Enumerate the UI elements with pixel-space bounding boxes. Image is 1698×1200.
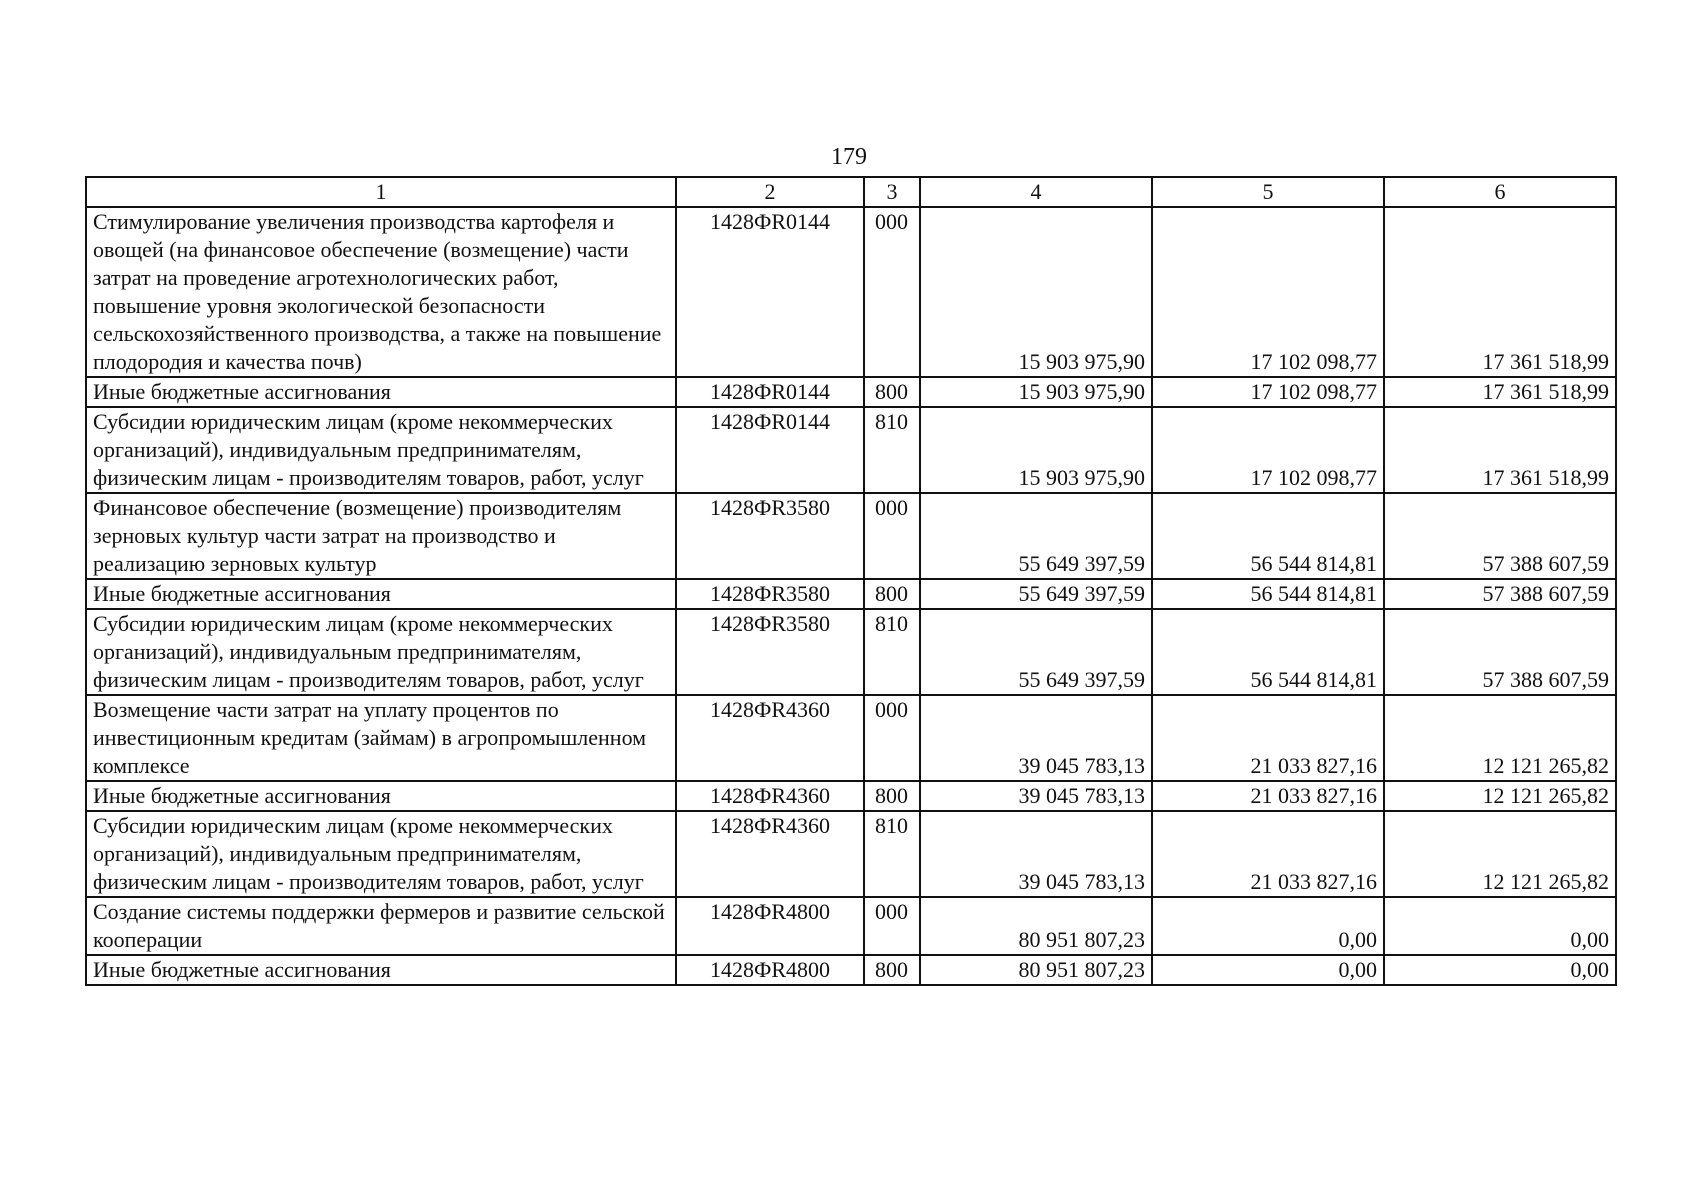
- target-article-code: 1428ФR4360: [676, 695, 864, 781]
- item-name: Финансовое обеспечение (возмещение) производителям зерновых культур части затрат на производство и реализацию зерновых культур: [86, 493, 676, 579]
- amount-year-3: 12 121 265,82: [1384, 695, 1616, 781]
- amount-year-3: 12 121 265,82: [1384, 781, 1616, 811]
- amount-year-1: 80 951 807,23: [920, 955, 1152, 985]
- table-row: [86, 781, 1616, 811]
- amount-year-2: 21 033 827,16: [1152, 781, 1384, 811]
- budget-table: [85, 176, 1617, 986]
- item-name: Стимулирование увеличения производства картофеля и овощей (на финансовое обеспечение (возмещение) части затрат на проведение агротехнологических работ, повышение уровня экологической безопасности сельскохозяйственного производства, а также на повышение плодородия и качества почв): [86, 207, 676, 377]
- target-article-code: 1428ФR4360: [676, 811, 864, 897]
- target-article-code: 1428ФR0144: [676, 407, 864, 493]
- expense-type-code: 800: [864, 377, 920, 407]
- table-row: [86, 207, 1616, 377]
- table-row: [86, 695, 1616, 781]
- table-row: [86, 407, 1616, 493]
- column-header-1: 1: [86, 177, 676, 207]
- expense-type-code: 000: [864, 695, 920, 781]
- amount-year-3: 17 361 518,99: [1384, 407, 1616, 493]
- amount-year-2: 56 544 814,81: [1152, 609, 1384, 695]
- item-name: Субсидии юридическим лицам (кроме некоммерческих организаций), индивидуальным предпринимателям, физическим лицам - производителям товаров, работ, услуг: [86, 407, 676, 493]
- target-article-code: 1428ФR0144: [676, 207, 864, 377]
- amount-year-1: 15 903 975,90: [920, 207, 1152, 377]
- column-header-6: 6: [1384, 177, 1616, 207]
- target-article-code: 1428ФR4800: [676, 897, 864, 955]
- item-name: Иные бюджетные ассигнования: [86, 377, 676, 407]
- amount-year-3: 17 361 518,99: [1384, 377, 1616, 407]
- amount-year-2: 21 033 827,16: [1152, 695, 1384, 781]
- expense-type-code: 000: [864, 207, 920, 377]
- amount-year-1: 55 649 397,59: [920, 579, 1152, 609]
- amount-year-3: 0,00: [1384, 897, 1616, 955]
- table-row: [86, 897, 1616, 955]
- amount-year-1: 39 045 783,13: [920, 695, 1152, 781]
- expense-type-code: 800: [864, 955, 920, 985]
- item-name: Субсидии юридическим лицам (кроме некоммерческих организаций), индивидуальным предпринимателям, физическим лицам - производителям товаров, работ, услуг: [86, 609, 676, 695]
- table-row: [86, 609, 1616, 695]
- item-name: Создание системы поддержки фермеров и развитие сельской кооперации: [86, 897, 676, 955]
- table-row: [86, 493, 1616, 579]
- amount-year-2: 17 102 098,77: [1152, 207, 1384, 377]
- amount-year-2: 21 033 827,16: [1152, 811, 1384, 897]
- amount-year-3: 0,00: [1384, 955, 1616, 985]
- item-name: Субсидии юридическим лицам (кроме некоммерческих организаций), индивидуальным предпринимателям, физическим лицам - производителям товаров, работ, услуг: [86, 811, 676, 897]
- expense-type-code: 800: [864, 579, 920, 609]
- amount-year-1: 39 045 783,13: [920, 811, 1152, 897]
- table-row: [86, 377, 1616, 407]
- amount-year-2: 56 544 814,81: [1152, 579, 1384, 609]
- expense-type-code: 810: [864, 609, 920, 695]
- amount-year-2: 56 544 814,81: [1152, 493, 1384, 579]
- amount-year-1: 55 649 397,59: [920, 493, 1152, 579]
- expense-type-code: 000: [864, 493, 920, 579]
- expense-type-code: 810: [864, 811, 920, 897]
- amount-year-2: 0,00: [1152, 955, 1384, 985]
- expense-type-code: 800: [864, 781, 920, 811]
- amount-year-2: 0,00: [1152, 897, 1384, 955]
- column-header-5: 5: [1152, 177, 1384, 207]
- amount-year-1: 80 951 807,23: [920, 897, 1152, 955]
- amount-year-3: 57 388 607,59: [1384, 579, 1616, 609]
- page-number: 179: [831, 144, 867, 170]
- table-row: [86, 955, 1616, 985]
- target-article-code: 1428ФR3580: [676, 609, 864, 695]
- target-article-code: 1428ФR3580: [676, 493, 864, 579]
- expense-type-code: 810: [864, 407, 920, 493]
- target-article-code: 1428ФR0144: [676, 377, 864, 407]
- column-header-3: 3: [864, 177, 920, 207]
- target-article-code: 1428ФR4360: [676, 781, 864, 811]
- amount-year-1: 15 903 975,90: [920, 377, 1152, 407]
- amount-year-3: 17 361 518,99: [1384, 207, 1616, 377]
- amount-year-3: 12 121 265,82: [1384, 811, 1616, 897]
- item-name: Возмещение части затрат на уплату процентов по инвестиционным кредитам (займам) в агропромышленном комплексе: [86, 695, 676, 781]
- column-header-2: 2: [676, 177, 864, 207]
- amount-year-3: 57 388 607,59: [1384, 493, 1616, 579]
- table-row: [86, 811, 1616, 897]
- target-article-code: 1428ФR4800: [676, 955, 864, 985]
- column-header-4: 4: [920, 177, 1152, 207]
- item-name: Иные бюджетные ассигнования: [86, 955, 676, 985]
- column-number-row: [86, 177, 1616, 207]
- amount-year-3: 57 388 607,59: [1384, 609, 1616, 695]
- item-name: Иные бюджетные ассигнования: [86, 579, 676, 609]
- amount-year-2: 17 102 098,77: [1152, 377, 1384, 407]
- item-name: Иные бюджетные ассигнования: [86, 781, 676, 811]
- amount-year-1: 39 045 783,13: [920, 781, 1152, 811]
- amount-year-1: 15 903 975,90: [920, 407, 1152, 493]
- expense-type-code: 000: [864, 897, 920, 955]
- target-article-code: 1428ФR3580: [676, 579, 864, 609]
- amount-year-1: 55 649 397,59: [920, 609, 1152, 695]
- amount-year-2: 17 102 098,77: [1152, 407, 1384, 493]
- table-row: [86, 579, 1616, 609]
